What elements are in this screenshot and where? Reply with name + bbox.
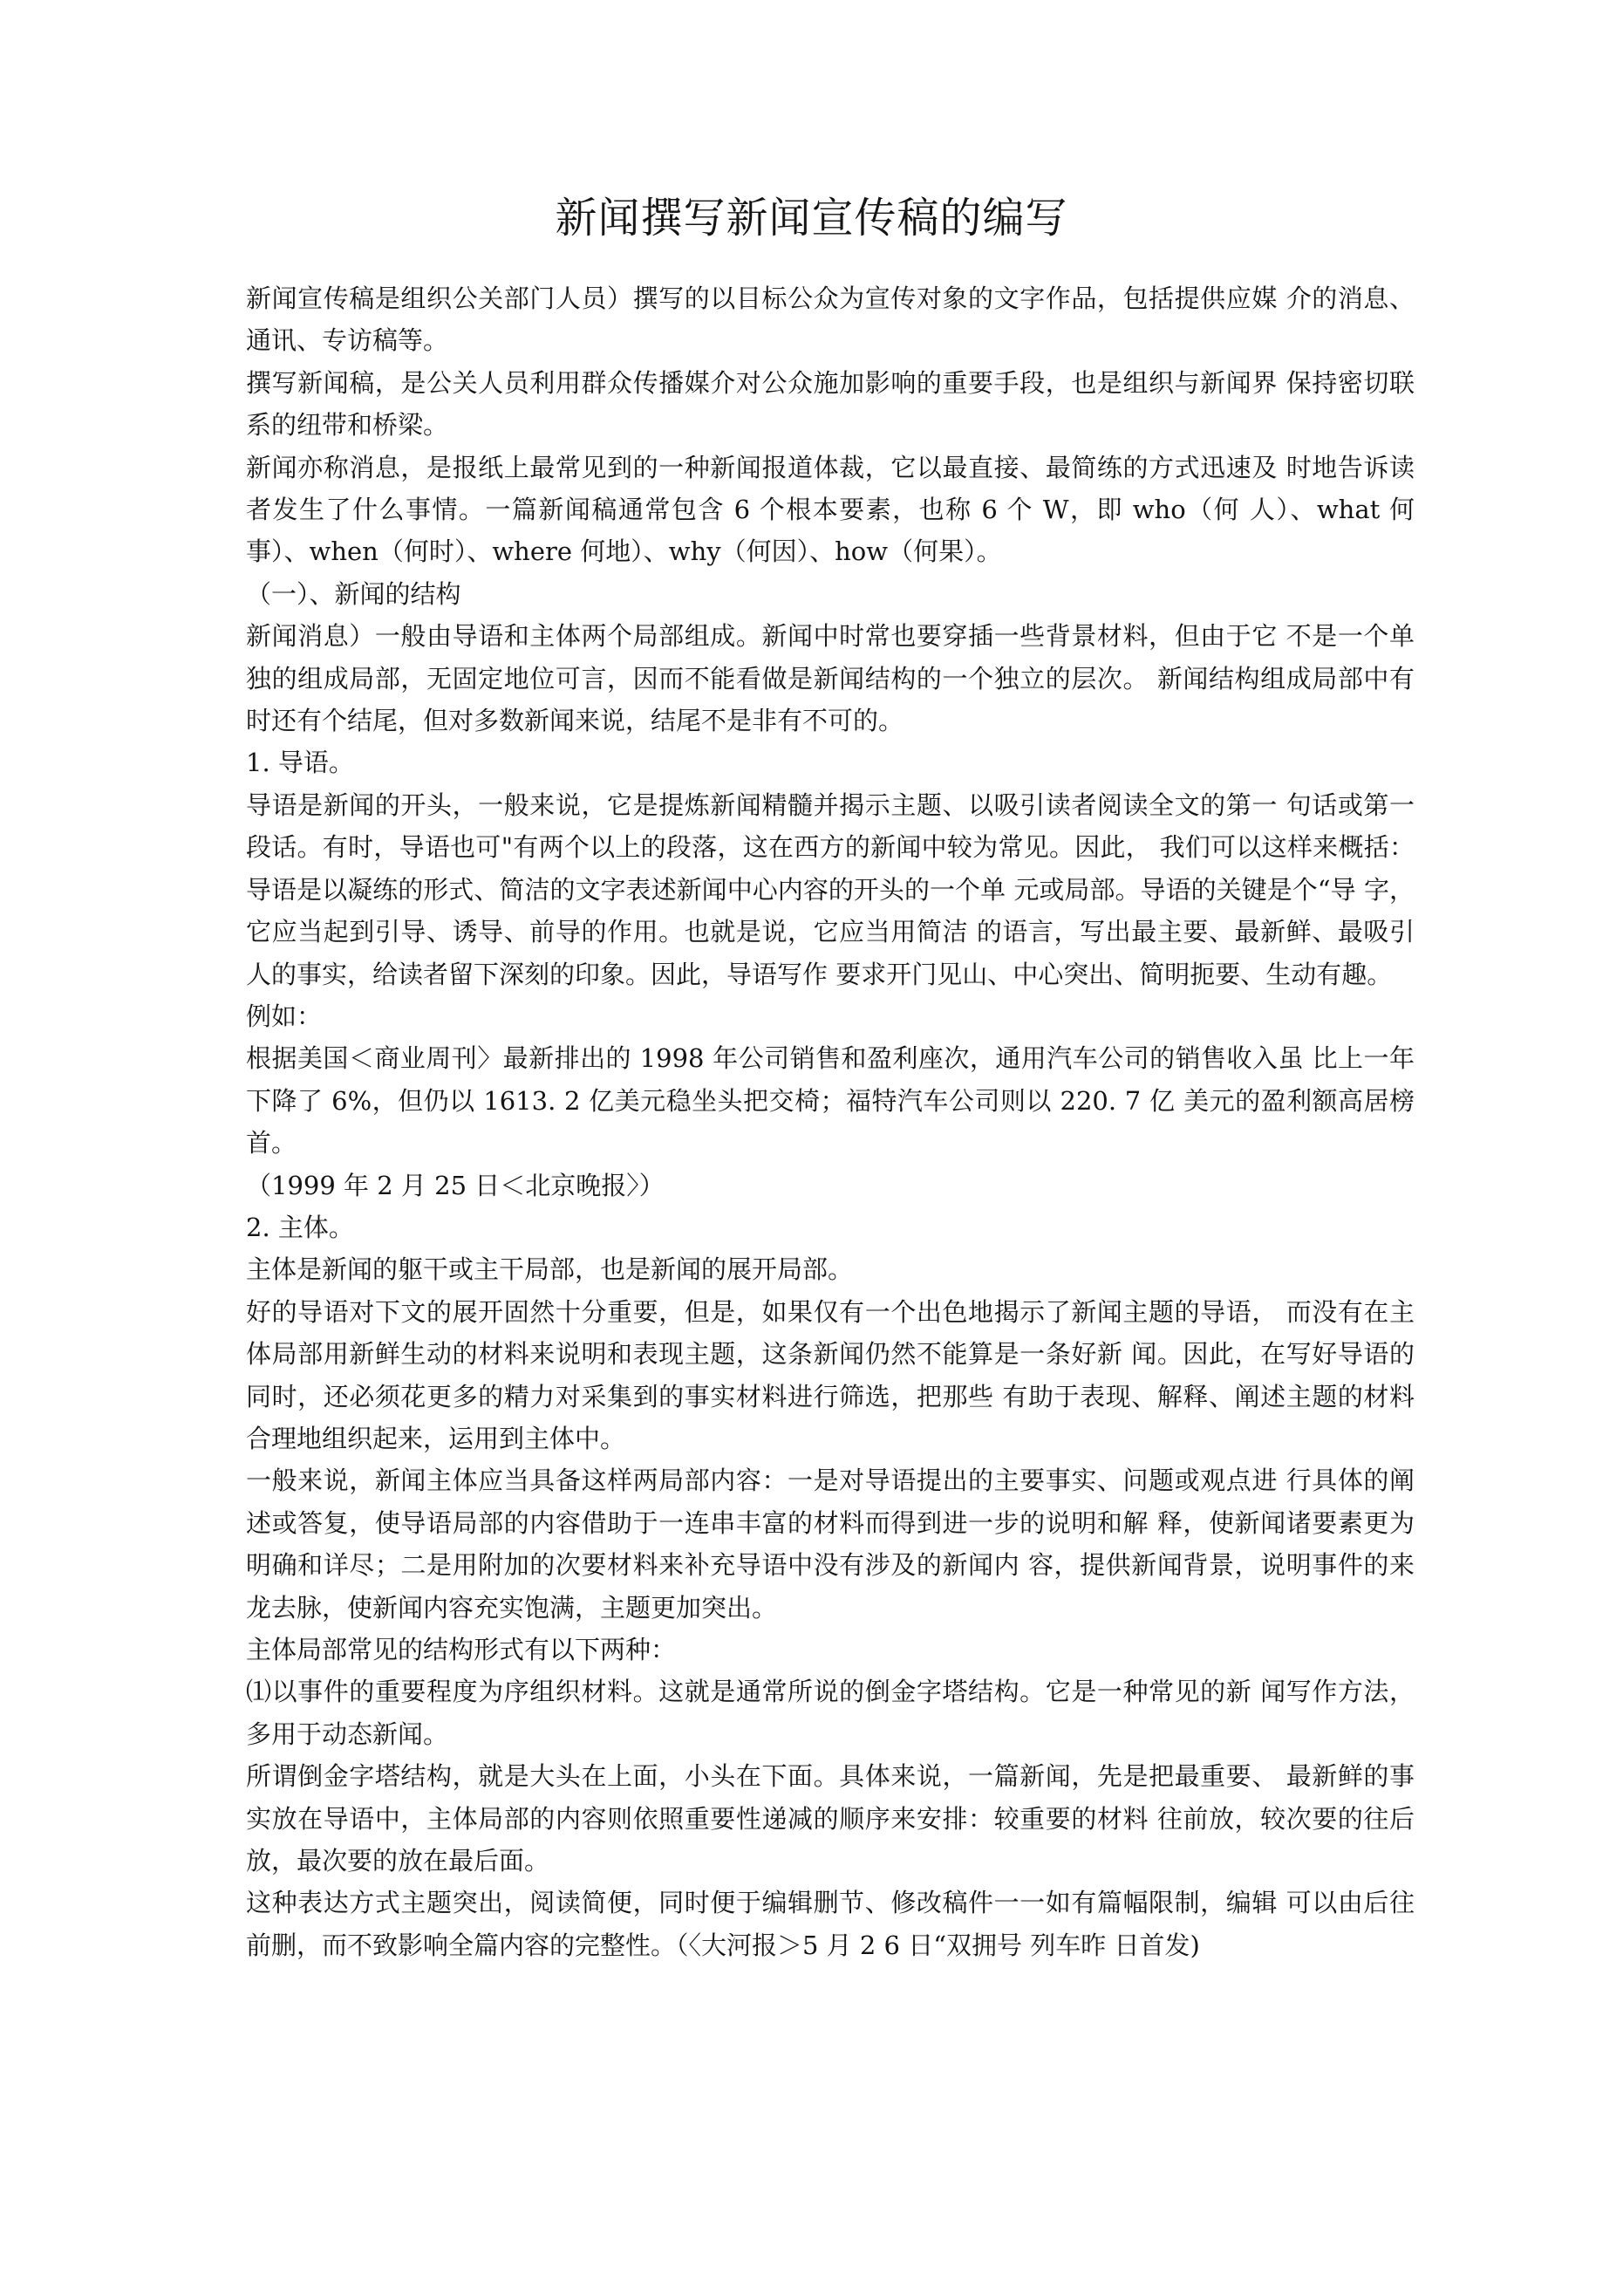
section-heading-structure: （一）、新闻的结构 [246,578,461,609]
paragraph-lead-description: 导语是新闻的开头，一般来说，它是提炼新闻精髓并揭示主题、以吸引读者阅读全文的第一 句话或第一段话。有时，导语也可"有两个以上的段落，这在西方的新闻中较为常见。因此， 我们可以这样来概括：导语是以凝练的形式、简洁的文字表述新闻中心内容的开头的一个单 元或局部。导语的关键是个“导 字，它应当起到引导、诱导、前导的作用。也就是说，它应当用简洁 的语言，写出最主要、最新鲜、最吸引人的事实，给读者留下深刻的印象。因此，导语写作 要求开门见山、中心突出、简明扼要、生动有趣。 [246,789,1415,989]
paragraph-news-definition: 新闻亦称消息，是报纸上最常见到的一种新闻报道体裁，它以最直接、最简练的方式迅速及 时地告诉读者发生了什么事情。一篇新闻稿通常包含 6 个根本要素，也称 6 个 W，即 who（何 人）、what 何事）、when（何时）、where 何地）、why（何因）、how（何果）。 [246,452,1415,567]
subheading-lead: 1. 导语。 [246,748,354,778]
paragraph-body-content: 一般来说，新闻主体应当具备这样两局部内容：一是对导语提出的主要事实、问题或观点进 行具体的阐述或答复，使导语局部的内容借助于一连串丰富的材料而得到进一步的说明和解 释，使新闻诸要素更为明确和详尽；二是用附加的次要材料来补充导语中没有涉及的新闻内 容，提供新闻背景，说明事件的来龙去脉，使新闻内容充实饱满，主题更加突出。 [246,1466,1415,1623]
document-body [246,277,1415,1966]
paragraph-inverted-pyramid-explained: 所谓倒金字塔结构，就是大头在上面，小头在下面。具体来说，一篇新闻，先是把最重要、 最新鲜的事实放在导语中，主体局部的内容则依照重要性递减的顺序来安排：较重要的材料 往前放，较次要的往后放，最次要的放在最后面。 [246,1761,1415,1876]
paragraph-press-release-role: 撰写新闻稿，是公关人员利用群众传播媒介对公众施加影响的重要手段，也是组织与新闻界 保持密切联系的纽带和桥梁。 [246,367,1415,441]
paragraph-inverted-pyramid: ⑴以事件的重要程度为序组织材料。这就是通常所说的倒金字塔结构。它是一种常见的新 闻写作方法，多用于动态新闻。 [246,1677,1415,1749]
page-title: 新闻撰写新闻宣传稿的编写 [555,194,1068,243]
paragraph-example-label: 例如： [246,1001,323,1031]
paragraph-body-importance: 好的导语对下文的展开固然十分重要，但是，如果仅有一个出色地揭示了新闻主题的导语， 而没有在主体局部用新鲜生动的材料来说明和表现主题，这条新闻仍然不能算是一条好新 闻。因此，在写好导语的同时，还必须花更多的精力对采集到的事实材料进行筛选，把那些 有助于表现、解释、阐述主题的材料合理地组织起来，运用到主体中。 [246,1296,1415,1453]
paragraph-body-forms: 主体局部常见的结构形式有以下两种： [246,1635,677,1664]
subheading-body: 2. 主体。 [246,1212,354,1242]
paragraph-body-definition: 主体是新闻的躯干或主干局部，也是新闻的展开局部。 [246,1254,854,1285]
paragraph-intro: 新闻宣传稿是组织公关部门人员）撰写的以目标公众为宣传对象的文字作品，包括提供应媒 介的消息、通讯、专访稿等。 [246,284,1415,356]
paragraph-structure-overview: 新闻消息）一般由导语和主体两个局部组成。新闻中时常也要穿插一些背景材料，但由于它 不是一个单独的组成局部，无固定地位可言，因而不能看做是新闻结构的一个独立的层次。 新闻结构组成局部中有时还有个结尾，但对多数新闻来说，结尾不是非有不可的。 [246,621,1415,736]
paragraph-inverted-pyramid-benefits: 这种表达方式主题突出，阅读简便，同时便于编辑删节、修改稿件一一如有篇幅限制，编辑 可以由后往前删，而不致影响全篇内容的完整性。（〈大河报＞5 月 2 6 日“双拥号 列车昨 日首发) [246,1888,1415,1960]
paragraph-example-source: （1999 年 2 月 25 日＜北京晚报〉） [246,1170,665,1200]
paragraph-example-text: 根据美国＜商业周刊〉最新排出的 1998 年公司销售和盈利座次，通用汽车公司的销售收入虽 比上一年下降了 6%，但仍以 1613. 2 亿美元稳坐头把交椅；福特汽车公司则以 220. 7 亿 美元的盈利额高居榜首。 [246,1043,1415,1158]
